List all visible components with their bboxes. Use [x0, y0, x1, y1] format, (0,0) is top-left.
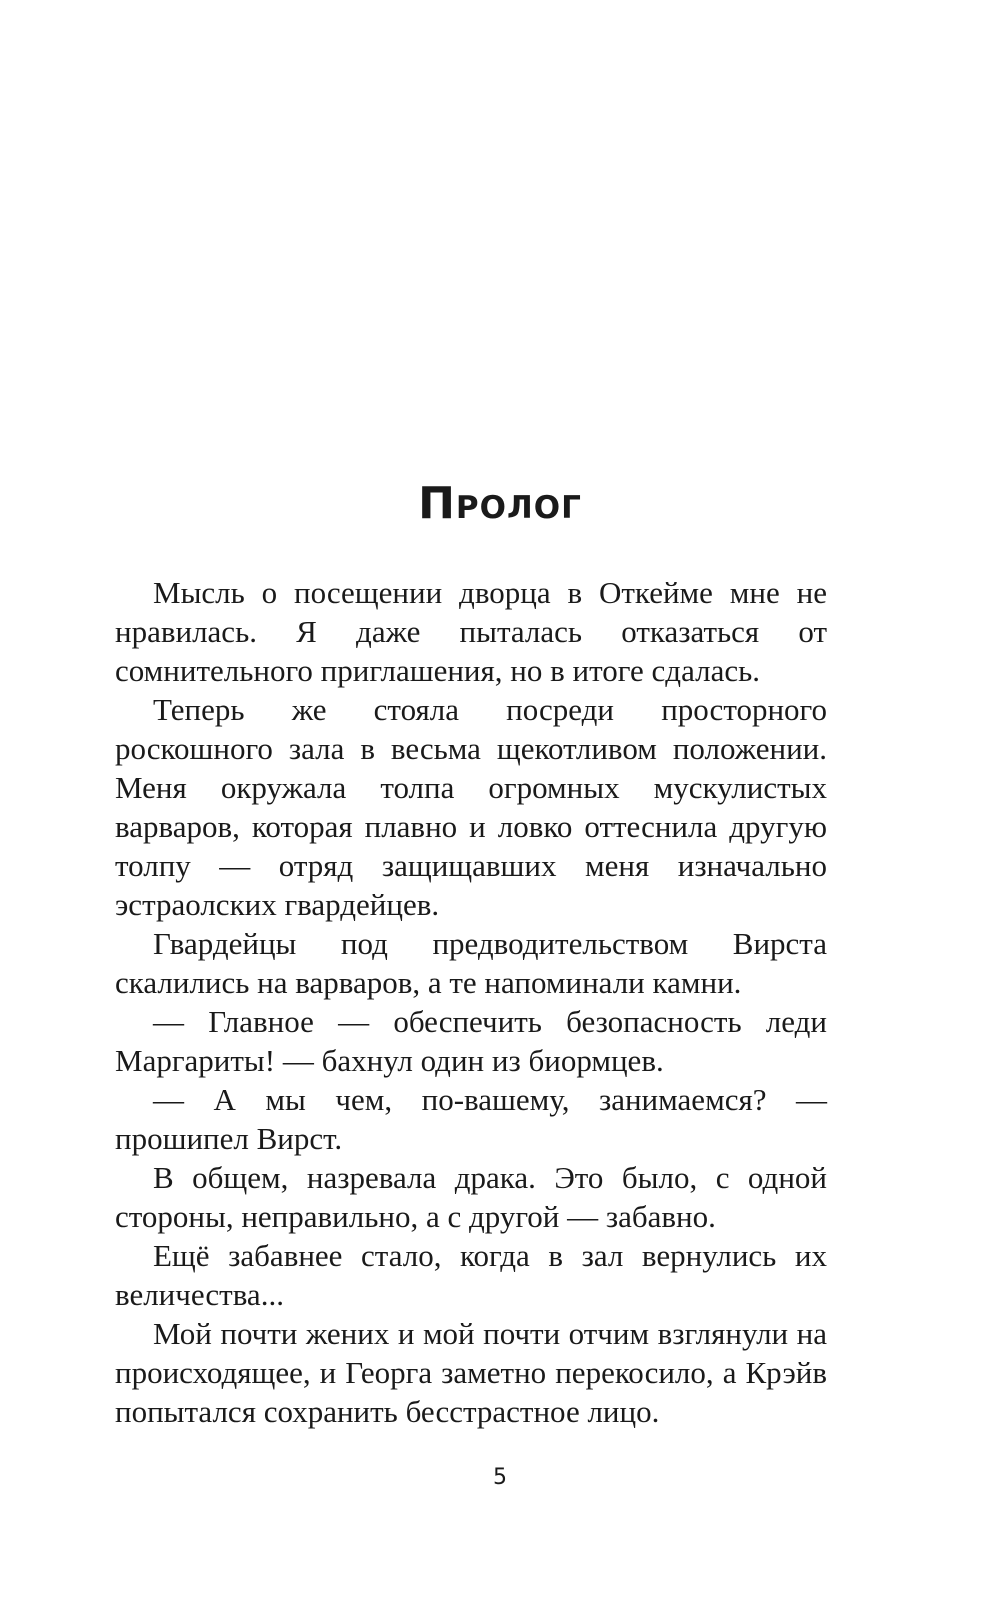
chapter-body: [115, 573, 827, 1431]
paragraph: — Главное — обеспечить безопасность леди Маргариты! — бахнул один из биормцев.: [115, 1004, 827, 1078]
paragraph: В общем, назревала драка. Это было, с одной стороны, неправильно, а с другой — забавно.: [115, 1160, 827, 1234]
paragraph: Мысль о посещении дворца в Откейме мне не нравилась. Я даже пыталась отказаться от сомнительного приглашения, но в итоге сдалась.: [115, 575, 827, 688]
paragraph: — А мы чем, по-вашему, занимаемся? — прошипел Вирст.: [115, 1082, 827, 1156]
chapter-title: Пролог: [418, 478, 582, 529]
paragraph: Мой почти жених и мой почти отчим взглянули на происходящее, и Георга заметно перекосило, а Крэйв попытался сохранить бесстрастное лицо.: [115, 1316, 827, 1429]
paragraph: Ещё забавнее стало, когда в зал вернулись их величества...: [115, 1238, 827, 1312]
paragraph: Теперь же стояла посреди просторного роскошного зала в весьма щекотливом положении. Меня окружала толпа огромных мускулистых варваров, которая плавно и ловко оттеснила другую толпу — отряд защищавших меня изначально эстраолских гвардейцев.: [115, 692, 827, 922]
paragraph: Гвардейцы под предводительством Вирста скалились на варваров, а те напоминали камни.: [115, 926, 827, 1000]
page-number: 5: [493, 1465, 507, 1490]
